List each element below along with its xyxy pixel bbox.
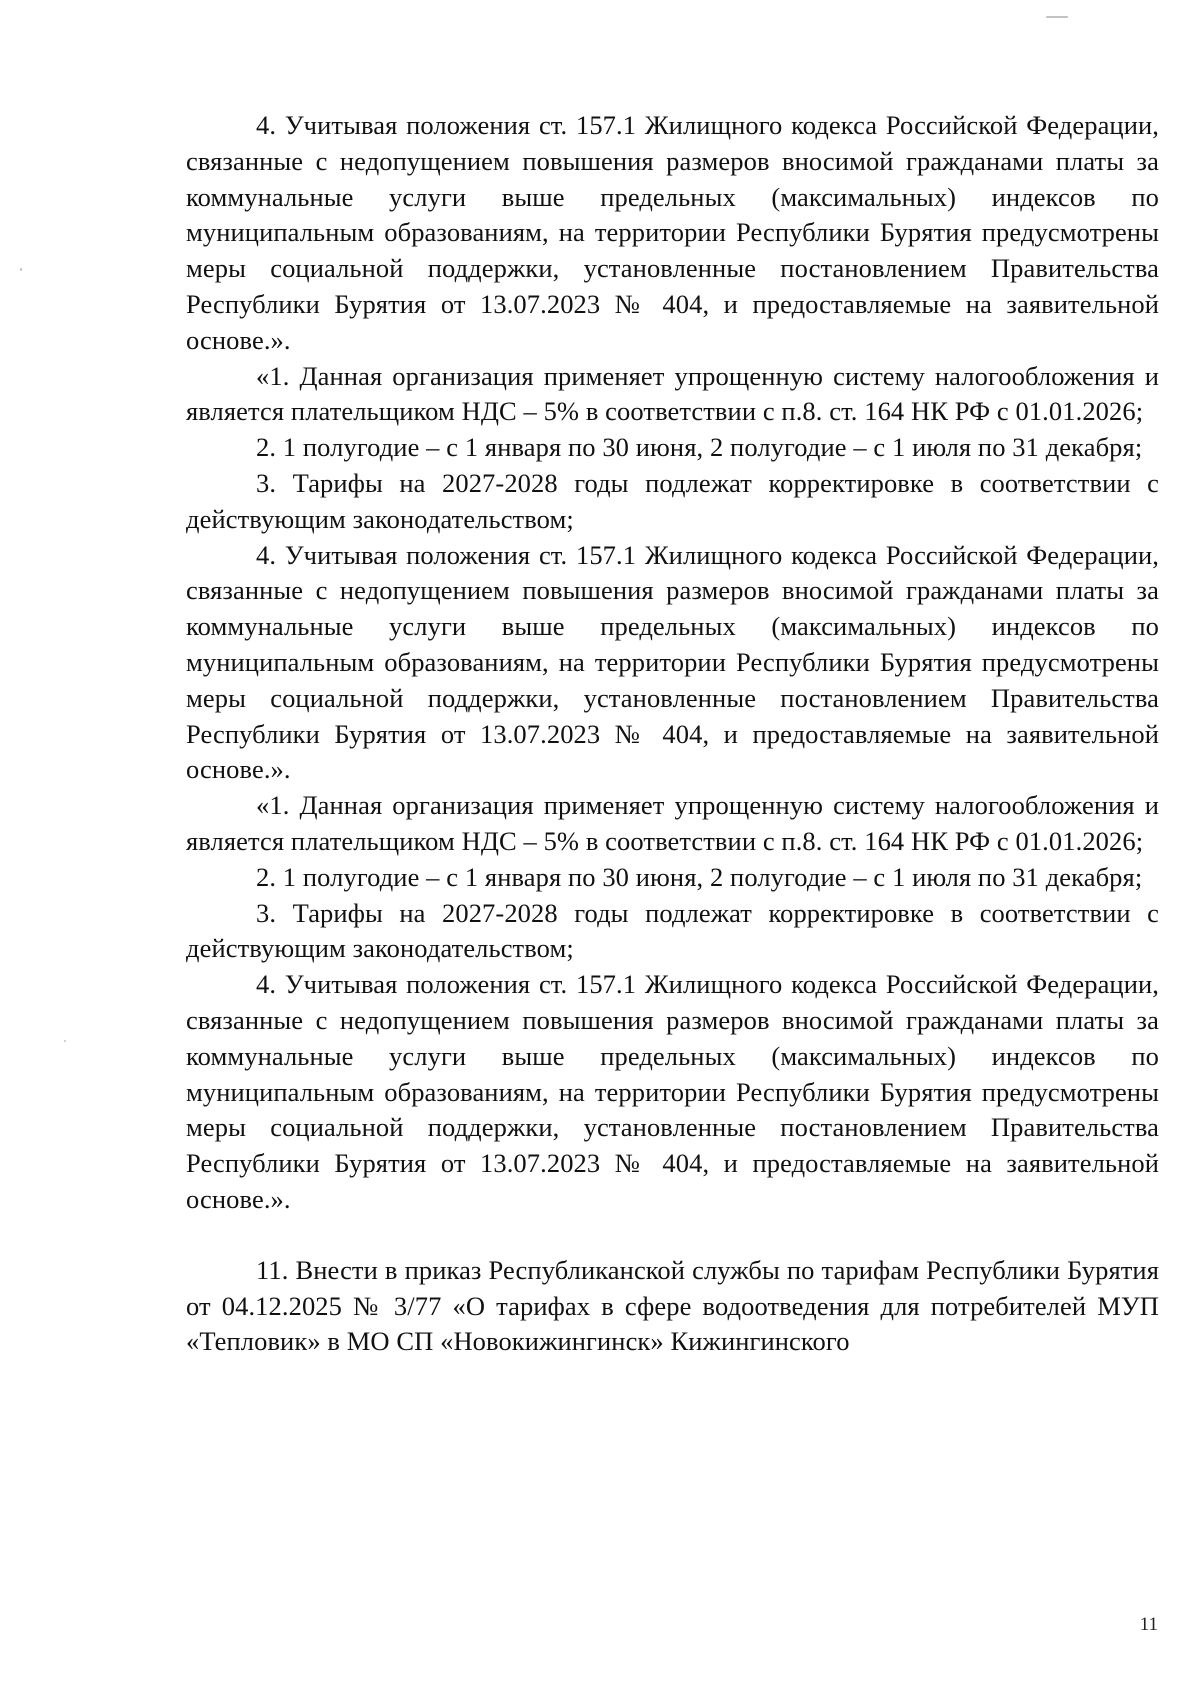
paragraph: 4. Учитывая положения ст. 157.1 Жилищного кодекса Российской Федерации, связанные с недопущением повышения размеров вносимой гражданами платы за коммунальные услуги выше предельных (максимальных) индексов по муниципальным образованиям, на территории Республики Бурятия предусмотрены меры социальной поддержки, установленные постановлением Правительства Республики Бурятия от 13.07.2023 № 404, и предоставляемые на заявительной основе.». (186, 969, 1159, 1214)
scan-speck (1046, 16, 1068, 18)
paragraph: «1. Данная организация применяет упрощенную систему налогообложения и является плательщиком НДС – 5% в соответствии с п.8. ст. 164 НК РФ с 01.01.2026; (186, 790, 1159, 856)
page-number: 11 (1139, 1614, 1158, 1635)
scan-speck (64, 1040, 66, 1042)
scan-speck (20, 268, 22, 271)
paragraph: 2. 1 полугодие – с 1 января по 30 июня, 2 полугодие – с 1 июля по 31 декабря; (256, 861, 1143, 892)
paragraph: 11. Внести в приказ Республиканской службы по тарифам Республики Бурятия от 04.12.2025 № 3/77 «О тарифах в сфере водоотведения для потребителей МУП «Тепловик» в МО СП «Новокижингинск» Кижингинского (186, 1254, 1159, 1357)
paragraph: «1. Данная организация применяет упрощенную систему налогообложения и является плательщиком НДС – 5% в соответствии с п.8. ст. 164 НК РФ с 01.01.2026; (186, 360, 1159, 427)
paragraph: 4. Учитывая положения ст. 157.1 Жилищного кодекса Российской Федерации, связанные с недопущением повышения размеров вносимой гражданами платы за коммунальные услуги выше предельных (максимальных) индексов по муниципальным образованиям, на территории Республики Бурятия предусмотрены меры социальной поддержки, установленные постановлением Правительства Республики Бурятия от 13.07.2023 № 404, и предоставляемые на заявительной основе.». (186, 539, 1159, 785)
paragraph: 3. Тарифы на 2027-2028 годы подлежат корректировке в соответствии с действующим законодательством; (186, 897, 1159, 964)
paragraph: 2. 1 полугодие – с 1 января по 30 июня, 2 полугодие – с 1 июля по 31 декабря; (256, 432, 1143, 463)
paragraph: 4. Учитывая положения ст. 157.1 Жилищного кодекса Российской Федерации, связанные с недопущением повышения размеров вносимой гражданами платы за коммунальные услуги выше предельных (максимальных) индексов по муниципальным образованиям, на территории Республики Бурятия предусмотрены меры социальной поддержки, установленные постановлением Правительства Республики Бурятия от 13.07.2023 № 404, и предоставляемые на заявительной основе.». (186, 110, 1159, 355)
paragraph: 3. Тарифы на 2027-2028 годы подлежат корректировке в соответствии с действующим законодательством; (186, 467, 1159, 534)
document-body (186, 108, 1159, 1360)
